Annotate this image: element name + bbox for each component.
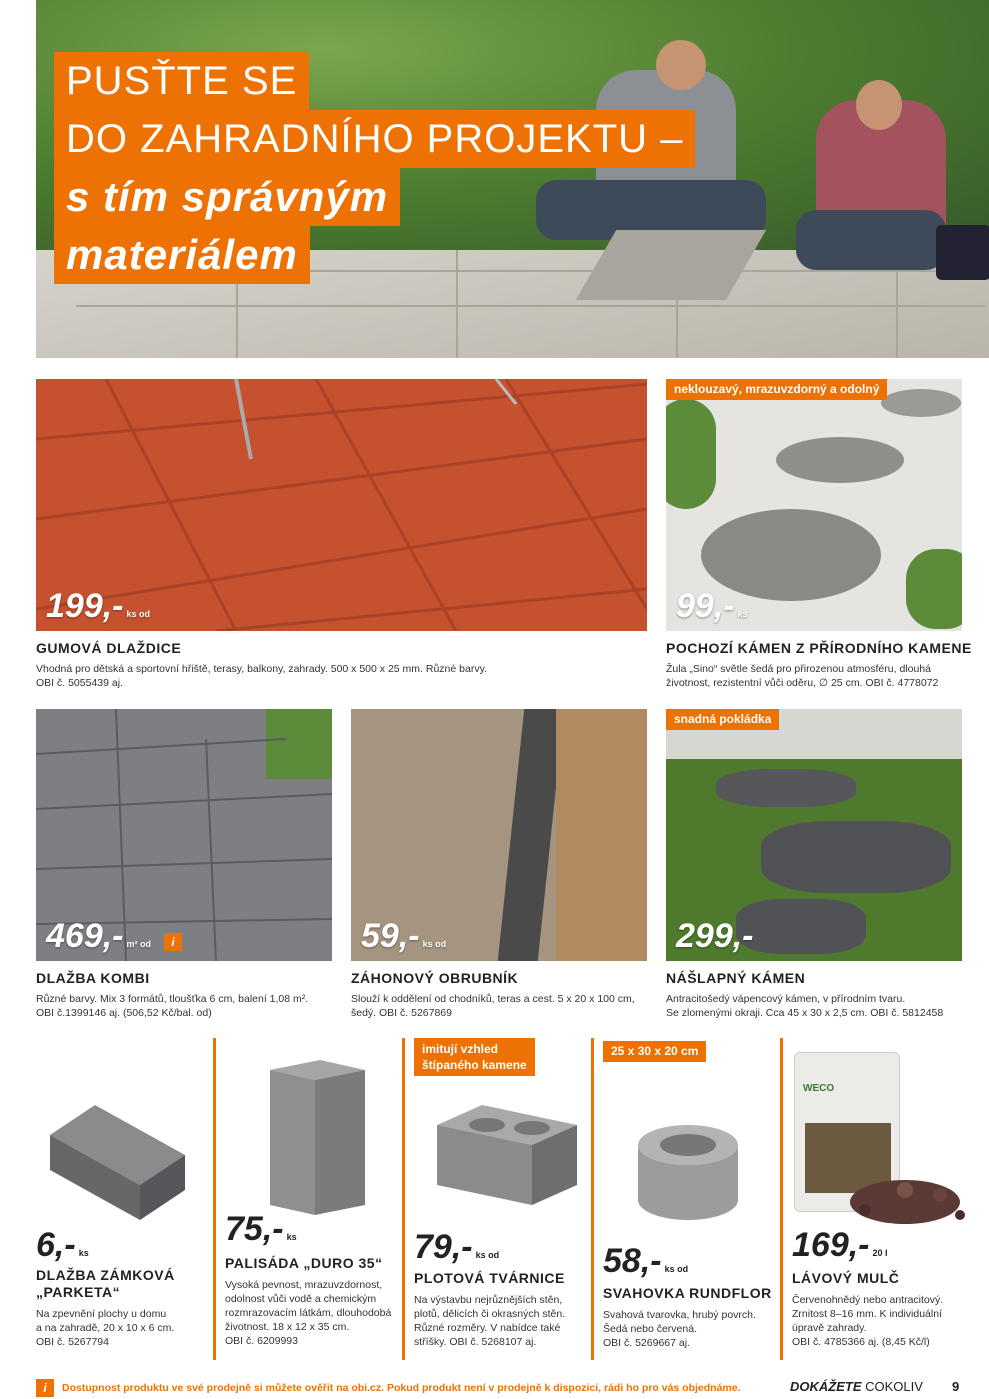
product-desc: Na zpevnění plochy u domu a na zahradě, 20 x 10 x 6 cm. OBI č. 5267794 [36,1308,175,1348]
price: 79,- ks od [414,1228,500,1266]
divider [402,1038,405,1360]
price: 169,- 20 l [792,1226,888,1264]
product-desc: Vysoká pevnost, mrazuvzdornost, odolnost vůči vodě a chemickým rozmrazovacím látkám, dlouhodobá životnost. 18 x 12 x 35 cm. OBI č. 6209993 [225,1279,392,1347]
headline-line-3: s tím správným [54,168,400,226]
price: 299,- [676,917,754,955]
product-title: PALISÁDA „DURO 35“ [225,1255,383,1271]
palisade-image [265,1055,370,1220]
product-title: LÁVOVÝ MULČ [792,1270,900,1286]
price: 199,- ks od [46,587,151,625]
curb-photo [351,709,647,961]
headline [54,52,695,284]
product-desc: Červenohnědý nebo antracitový. Zrnitost 8–16 mm. K individuální úpravě zahrady. OBI č. 4785366 aj. (8,45 Kč/l) [792,1294,944,1348]
product-desc: Různé barvy. Mix 3 formátů, tloušťka 6 cm, balení 1,08 m². OBI č.1399146 aj. (506,52 Kč/bal. od) [36,993,309,1019]
product-desc: Antracitošedý vápencový kámen, v přírodním tvaru. Se zlomenými okraji. Cca 45 x 30 x 2,5 cm. OBI č. 5812458 [666,993,944,1019]
divider [780,1038,783,1360]
product-desc: Svahová tvarovka, hrubý povrch. Šedá nebo červená. OBI č. 5269667 aj. [603,1309,756,1349]
footer [36,1377,989,1399]
product-desc: Žula „Sino“ světle šedá pro přirozenou atmosféru, dlouhá životnost, rezistentní vůči oděru, ∅ 25 cm. OBI č. 4778072 [666,663,939,689]
info-icon: i [36,1379,54,1397]
kombi-paving-photo [36,709,332,961]
stepping-stone-photo [666,379,962,631]
product-title: GUMOVÁ DLAŽDICE [36,640,182,656]
feature-badge: neklouzavý, mrazuvzdorný a odolný [666,379,887,400]
headline-line-2: DO ZAHRADNÍHO PROJEKTU – [54,110,695,168]
feature-badge: imitují vzhled štípaného kamene [414,1038,535,1076]
product-desc: Slouží k oddělení od chodníků, teras a cest. 5 x 20 x 100 cm, šedý. OBI č. 5267869 [351,993,635,1019]
price: 469,- m² od [46,917,151,955]
product-title: NÁŠLAPNÝ KÁMEN [666,970,806,986]
rubber-tile-photo [36,379,647,631]
divider [213,1038,216,1360]
product-desc: Vhodná pro dětská a sportovní hřiště, terasy, balkony, zahrady. 500 x 500 x 25 mm. Různé barvy. OBI č. 5055439 aj. [36,663,487,689]
price: 99,- ks [676,587,748,625]
product-title: PLOTOVÁ TVÁRNICE [414,1270,565,1286]
headline-line-1: PUSŤTE SE [54,52,309,110]
product-desc: Na výstavbu nejrůznějších stěn, plotů, dělicích či okrasných stěn. Různé rozměry. V nabídce také stříšky. OBI č. 5268107 aj. [414,1294,566,1348]
price: 75,- ks [225,1210,297,1248]
paving-brick-image [40,1100,190,1225]
divider [591,1038,594,1360]
mulch-bag-image: WECO [794,1052,900,1212]
feature-badge: 25 x 30 x 20 cm [603,1041,706,1062]
info-icon: i [164,933,182,951]
feature-badge: snadná pokládka [666,709,779,730]
product-title: POCHOZÍ KÁMEN Z PŘÍRODNÍHO KAMENE [666,640,972,656]
product-title: SVAHOVKA RUNDFLOR [603,1285,772,1301]
price: 59,- ks od [361,917,447,955]
page-number: 9 [952,1379,960,1394]
headline-line-4: materiálem [54,226,310,284]
slogan: DOKÁŽETE COKOLIV [790,1379,923,1394]
price: 6,- ks [36,1226,89,1264]
product-title: ZÁHONOVÝ OBRUBNÍK [351,970,519,986]
fence-block-image [432,1100,582,1210]
slope-block-image [628,1115,748,1235]
price: 58,- ks od [603,1242,689,1280]
product-title: DLAŽBA ZÁMKOVÁ „PARKETA“ [36,1267,175,1300]
footer-note: Dostupnost produktu ve své prodejně si můžete ověřit na obi.cz. Pokud produkt není v prodejně k dispozici, rádi ho pro vás objednáme. [62,1382,741,1394]
product-title: DLAŽBA KOMBI [36,970,150,986]
step-stone-photo [666,709,962,961]
